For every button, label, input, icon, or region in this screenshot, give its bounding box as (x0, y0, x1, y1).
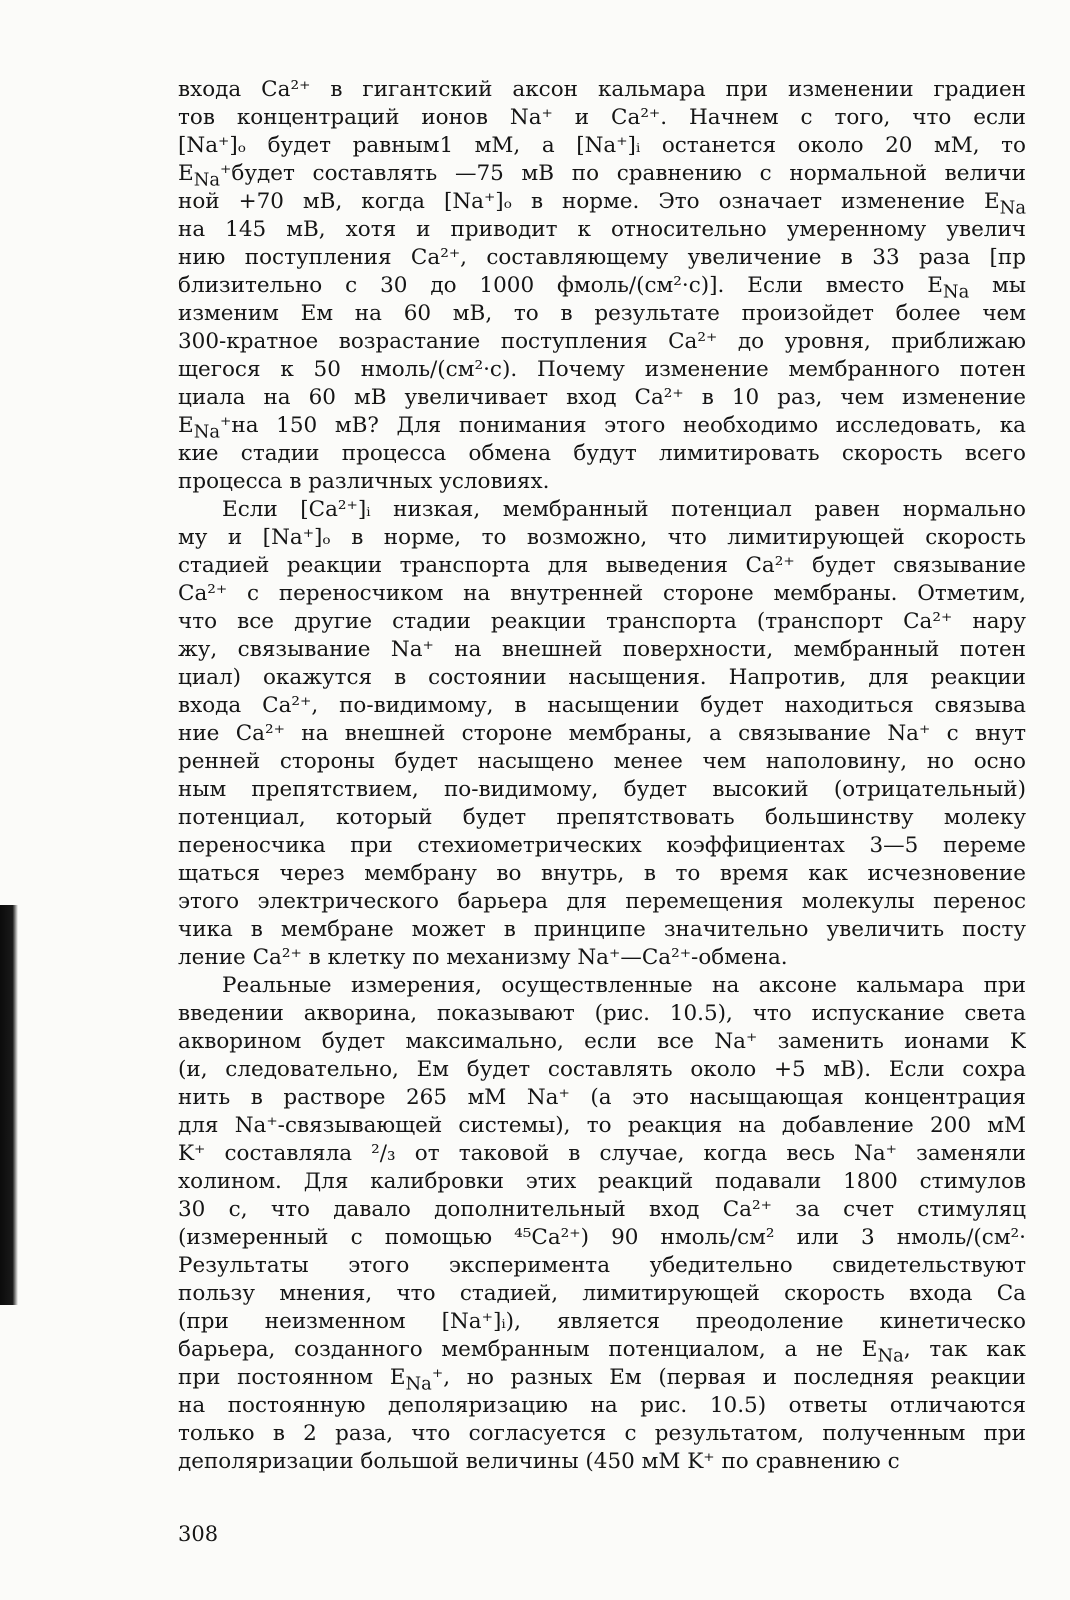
text-line: потенциал, который будет препятствовать большинству молеку (178, 805, 1026, 830)
text-line: Результаты этого эксперимента убедительно свидетельствуют (178, 1253, 1026, 1278)
text-line: введении акворина, показывают (рис. 10.5), что испускание света (178, 1001, 1026, 1026)
text-line: на постоянную деполяризацию на рис. 10.5) ответы отличаются (178, 1393, 1026, 1418)
text-line: ным препятствием, по-видимому, будет высокий (отрицательный) (178, 777, 1026, 802)
text-line: барьера, созданного мембранным потенциалом, а не $E_{Na}$, так как (178, 1337, 1026, 1364)
text-line: что все другие стадии реакции транспорта (транспорт Ca²⁺ нару (178, 609, 1026, 634)
text-line: щегося к 50 нмоль/(см²·с). Почему изменение мембранного потен (178, 357, 1026, 382)
text-line: ренней стороны будет насыщено менее чем наполовину, но осно (178, 749, 1026, 774)
page-number: 308 (178, 1522, 219, 1546)
text-line: входа Ca²⁺ в гигантский аксон кальмара при изменении градиен (178, 77, 1026, 102)
text-line: циал) окажутся в состоянии насыщения. Напротив, для реакции (178, 665, 1026, 690)
text-line: для Na⁺-связывающей системы), то реакция на добавление 200 мМ (178, 1113, 1026, 1138)
text-line: циала на 60 мВ увеличивает вход Ca²⁺ в 10 раз, чем изменение (178, 385, 1026, 410)
text-line: Если [Ca²⁺]ᵢ низкая, мембранный потенциал равен нормально (222, 497, 1026, 522)
text-line: входа Ca²⁺, по-видимому, в насыщении будет находиться связыва (178, 693, 1026, 718)
text-line: Реальные измерения, осуществленные на аксоне кальмара при (222, 973, 1026, 998)
text-line: K⁺ составляла ²/₃ от таковой в случае, когда весь Na⁺ заменяли (178, 1141, 1026, 1166)
text-line: [Na⁺]ₒ будет равным1 мМ, а [Na⁺]ᵢ останется около 20 мМ, то (178, 133, 1026, 158)
text-line: переносчика при стехиометрических коэффициентах 3—5 переме (178, 833, 1026, 858)
text-line: му и [Na⁺]ₒ в норме, то возможно, что лимитирующей скорость (178, 525, 1026, 550)
text-line: ние Ca²⁺ на внешней стороне мембраны, а связывание Na⁺ с внут (178, 721, 1026, 746)
text-line: $E_{Na}^+на$ 150 мВ? Для понимания этого необходимо исследовать, ка (178, 413, 1026, 440)
text-line: стадией реакции транспорта для выведения Ca²⁺ будет связывание (178, 553, 1026, 578)
text-line: этого электрического барьера для перемещения молекулы перенос (178, 889, 1026, 914)
text-line: деполяризации большой величины (450 мМ K⁺ по сравнению с (178, 1449, 900, 1474)
text-line: чика в мембране может в принципе значительно увеличить посту (178, 917, 1026, 942)
text-line: 30 с, что давало дополнительный вход Ca²⁺ за счет стимуляц (178, 1197, 1026, 1222)
text-line: Ca²⁺ с переносчиком на внутренней стороне мембраны. Отметим, (178, 581, 1026, 606)
text-line: 300-кратное возрастание поступления Ca²⁺ до уровня, приближаю (178, 329, 1026, 354)
text-line: только в 2 раза, что согласуется с результатом, полученным при (178, 1421, 1026, 1446)
text-line: при постоянном $E_{Na}^+$, но разных Eм (первая и последняя реакции (178, 1365, 1026, 1392)
text-line: ной +70 мВ, когда [Na⁺]ₒ в норме. Это означает изменение $E_{Na}$ (178, 189, 1026, 216)
text-line: нить в растворе 265 мМ Na⁺ (а это насыщающая концентрация (178, 1085, 1026, 1110)
text-line: акворином будет максимально, если все Na⁺ заменить ионами K (178, 1029, 1026, 1054)
text-line: на 145 мВ, хотя и приводит к относительно умеренному увелич (178, 217, 1026, 242)
text-line: ление Ca²⁺ в клетку по механизму Na⁺—Ca²⁺-обмена. (178, 945, 788, 970)
text-line: (при неизменном [Na⁺]ᵢ), является преодоление кинетическо (178, 1309, 1026, 1334)
text-line: жу, связывание Na⁺ на внешней поверхности, мембранный потен (178, 637, 1026, 662)
text-line: кие стадии процесса обмена будут лимитировать скорость всего (178, 441, 1026, 466)
text-line: тов концентраций ионов Na⁺ и Ca²⁺. Начнем с того, что если (178, 105, 1026, 130)
text-line: изменим Eм на 60 мВ, то в результате произойдет более чем (178, 301, 1026, 326)
text-line: холином. Для калибровки этих реакций подавали 1800 стимулов (178, 1169, 1026, 1194)
text-line: $E_{Na}^+будет$ составлять —75 мВ по сравнению с нормальной величи (178, 161, 1026, 188)
text-line: (и, следовательно, Eм будет составлять около +5 мВ). Если сохра (178, 1057, 1026, 1082)
scan-binding-shadow (0, 905, 18, 1305)
text-line: пользу мнения, что стадией, лимитирующей скорость входа Ca (178, 1281, 1026, 1306)
text-line: (измеренный с помощью ⁴⁵Ca²⁺) 90 нмоль/см² или 3 нмоль/(см²· (178, 1225, 1026, 1250)
text-line: щаться через мембрану во внутрь, в то время как исчезновение (178, 861, 1026, 886)
text-line: нию поступления Ca²⁺, составляющему увеличение в 33 раза [пр (178, 245, 1026, 270)
text-line: близительно с 30 до 1000 фмоль/(см²·с)]. Если вместо $E_{Na}$ мы (178, 273, 1026, 300)
text-line: процесса в различных условиях. (178, 469, 550, 494)
body-text (178, 76, 1026, 1476)
